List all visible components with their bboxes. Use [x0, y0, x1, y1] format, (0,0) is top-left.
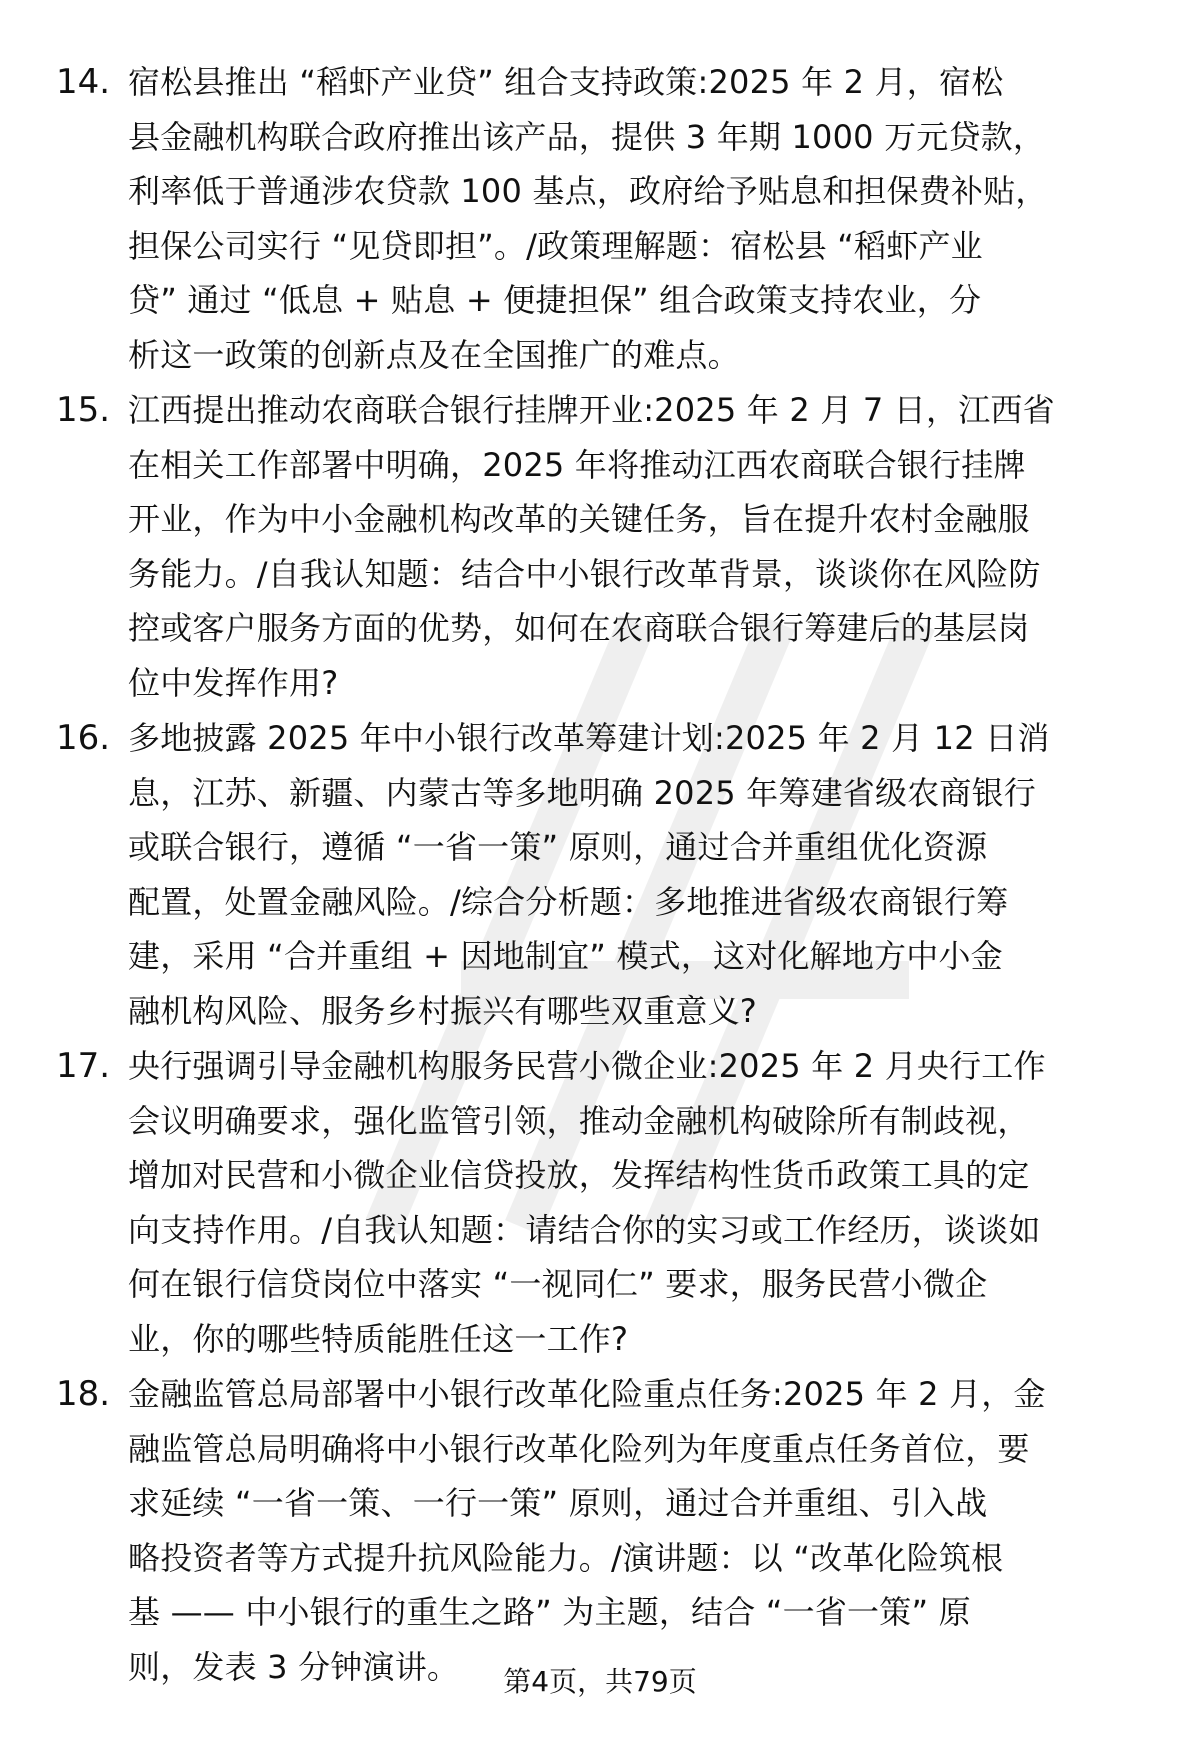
item-text-line: 则，发表 3 分钟演讲。	[128, 1647, 460, 1686]
item-text-line: 息，江苏、新疆、内蒙古等多地明确 2025 年筹建省级农商银行	[128, 773, 1036, 812]
item-text-line: 多地披露 2025 年中小银行改革筹建计划:2025 年 2 月 12 日消	[128, 719, 1050, 757]
item-text-line: 建，采用 “合并重组 + 因地制宜” 模式，这对化解地方中小金	[128, 937, 1003, 975]
item-text-line: 在相关工作部署中明确，2025 年将推动江西农商联合银行挂牌	[128, 445, 1026, 484]
item-text-line: 担保公司实行 “见贷即担”。/政策理解题：宿松县 “稻虾产业	[128, 226, 983, 265]
item-text-line: 贷” 通过 “低息 + 贴息 + 便捷担保” 组合政策支持农业，分	[128, 281, 982, 319]
page-footer: 第4页，共79页	[503, 1665, 697, 1698]
item-text-line: 略投资者等方式提升抗风险能力。/演讲题：以 “改革化险筑根	[128, 1538, 1004, 1577]
item-text-line: 求延续 “一省一策、一行一策” 原则，通过合并重组、引入战	[128, 1484, 988, 1522]
item-text-line: 基 —— 中小银行的重生之路” 为主题，结合 “一省一策” 原	[128, 1593, 971, 1631]
item-number: 14.	[56, 62, 111, 102]
item-text-line: 控或客户服务方面的优势，如何在农商联合银行筹建后的基层岗	[128, 609, 1030, 647]
item-number: 18.	[56, 1374, 111, 1414]
item-text-line: 江西提出推动农商联合银行挂牌开业:2025 年 2 月 7 日，江西省	[128, 391, 1055, 429]
item-number: 15.	[56, 390, 111, 430]
item-text-line: 央行强调引导金融机构服务民营小微企业:2025 年 2 月央行工作	[128, 1047, 1046, 1085]
item-text-line: 金融监管总局部署中小银行改革化险重点任务:2025 年 2 月，金	[128, 1375, 1046, 1413]
item-text-line: 位中发挥作用?	[128, 663, 339, 702]
item-text-line: 析这一政策的创新点及在全国推广的难点。	[128, 335, 740, 374]
item-text-line: 业，你的哪些特质能胜任这一工作?	[128, 1319, 629, 1358]
item-text-line: 配置，处置金融风险。/综合分析题：多地推进省级农商银行筹	[128, 882, 1009, 921]
item-number: 17.	[56, 1046, 111, 1086]
item-text-line: 务能力。/自我认知题：结合中小银行改革背景，谈谈你在风险防	[128, 554, 1041, 593]
item-text-line: 融监管总局明确将中小银行改革化险列为年度重点任务首位，要	[128, 1429, 1030, 1468]
item-text-line: 增加对民营和小微企业信贷投放，发挥结构性货币政策工具的定	[128, 1156, 1030, 1194]
item-text-line: 向支持作用。/自我认知题：请结合你的实习或工作经历，谈谈如	[128, 1210, 1041, 1249]
item-text-line: 会议明确要求，强化监管引领，推动金融机构破除所有制歧视，	[128, 1101, 1030, 1140]
item-text-line: 县金融机构联合政府推出该产品，提供 3 年期 1000 万元贷款，	[128, 117, 1046, 156]
item-number: 16.	[56, 718, 111, 758]
item-text-line: 或联合银行，遵循 “一省一策” 原则，通过合并重组优化资源	[128, 828, 988, 866]
item-text-line: 宿松县推出 “稻虾产业贷” 组合支持政策:2025 年 2 月，宿松	[128, 63, 1004, 101]
item-text-line: 何在银行信贷岗位中落实 “一视同仁” 要求，服务民营小微企	[128, 1265, 988, 1303]
item-text-line: 融机构风险、服务乡村振兴有哪些双重意义?	[128, 991, 757, 1030]
item-text-line: 开业，作为中小金融机构改革的关键任务，旨在提升农村金融服	[128, 500, 1030, 538]
item-text-line: 利率低于普通涉农贷款 100 基点，政府给予贴息和担保费补贴，	[128, 172, 1048, 210]
